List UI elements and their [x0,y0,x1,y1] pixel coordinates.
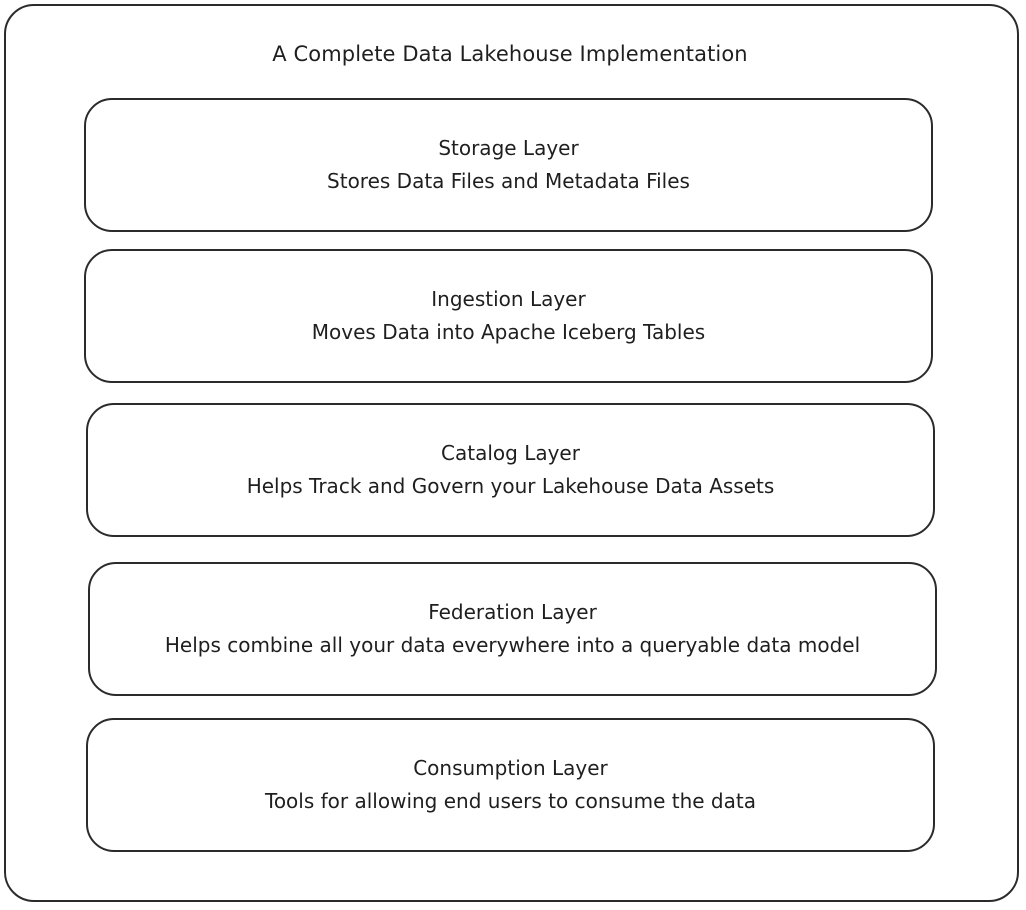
diagram-title: A Complete Data Lakehouse Implementation [272,42,748,66]
consumption-layer-description: Tools for allowing end users to consume the data [265,789,756,813]
consumption-layer-box [86,718,935,852]
federation-layer-name: Federation Layer [428,600,597,624]
storage-layer-name: Storage Layer [438,136,579,160]
ingestion-layer-description: Moves Data into Apache Iceberg Tables [311,320,706,344]
catalog-layer-box [86,403,935,537]
storage-layer-description: Stores Data Files and Metadata Files [327,169,690,193]
federation-layer-box [88,562,937,696]
storage-layer-box [84,98,933,232]
consumption-layer-name: Consumption Layer [413,756,608,780]
catalog-layer-name: Catalog Layer [441,441,580,465]
catalog-layer-description: Helps Track and Govern your Lakehouse Data Assets [246,474,775,498]
ingestion-layer-name: Ingestion Layer [431,287,586,311]
ingestion-layer-box [84,249,933,383]
federation-layer-description: Helps combine all your data everywhere into a queryable data model [164,633,861,657]
